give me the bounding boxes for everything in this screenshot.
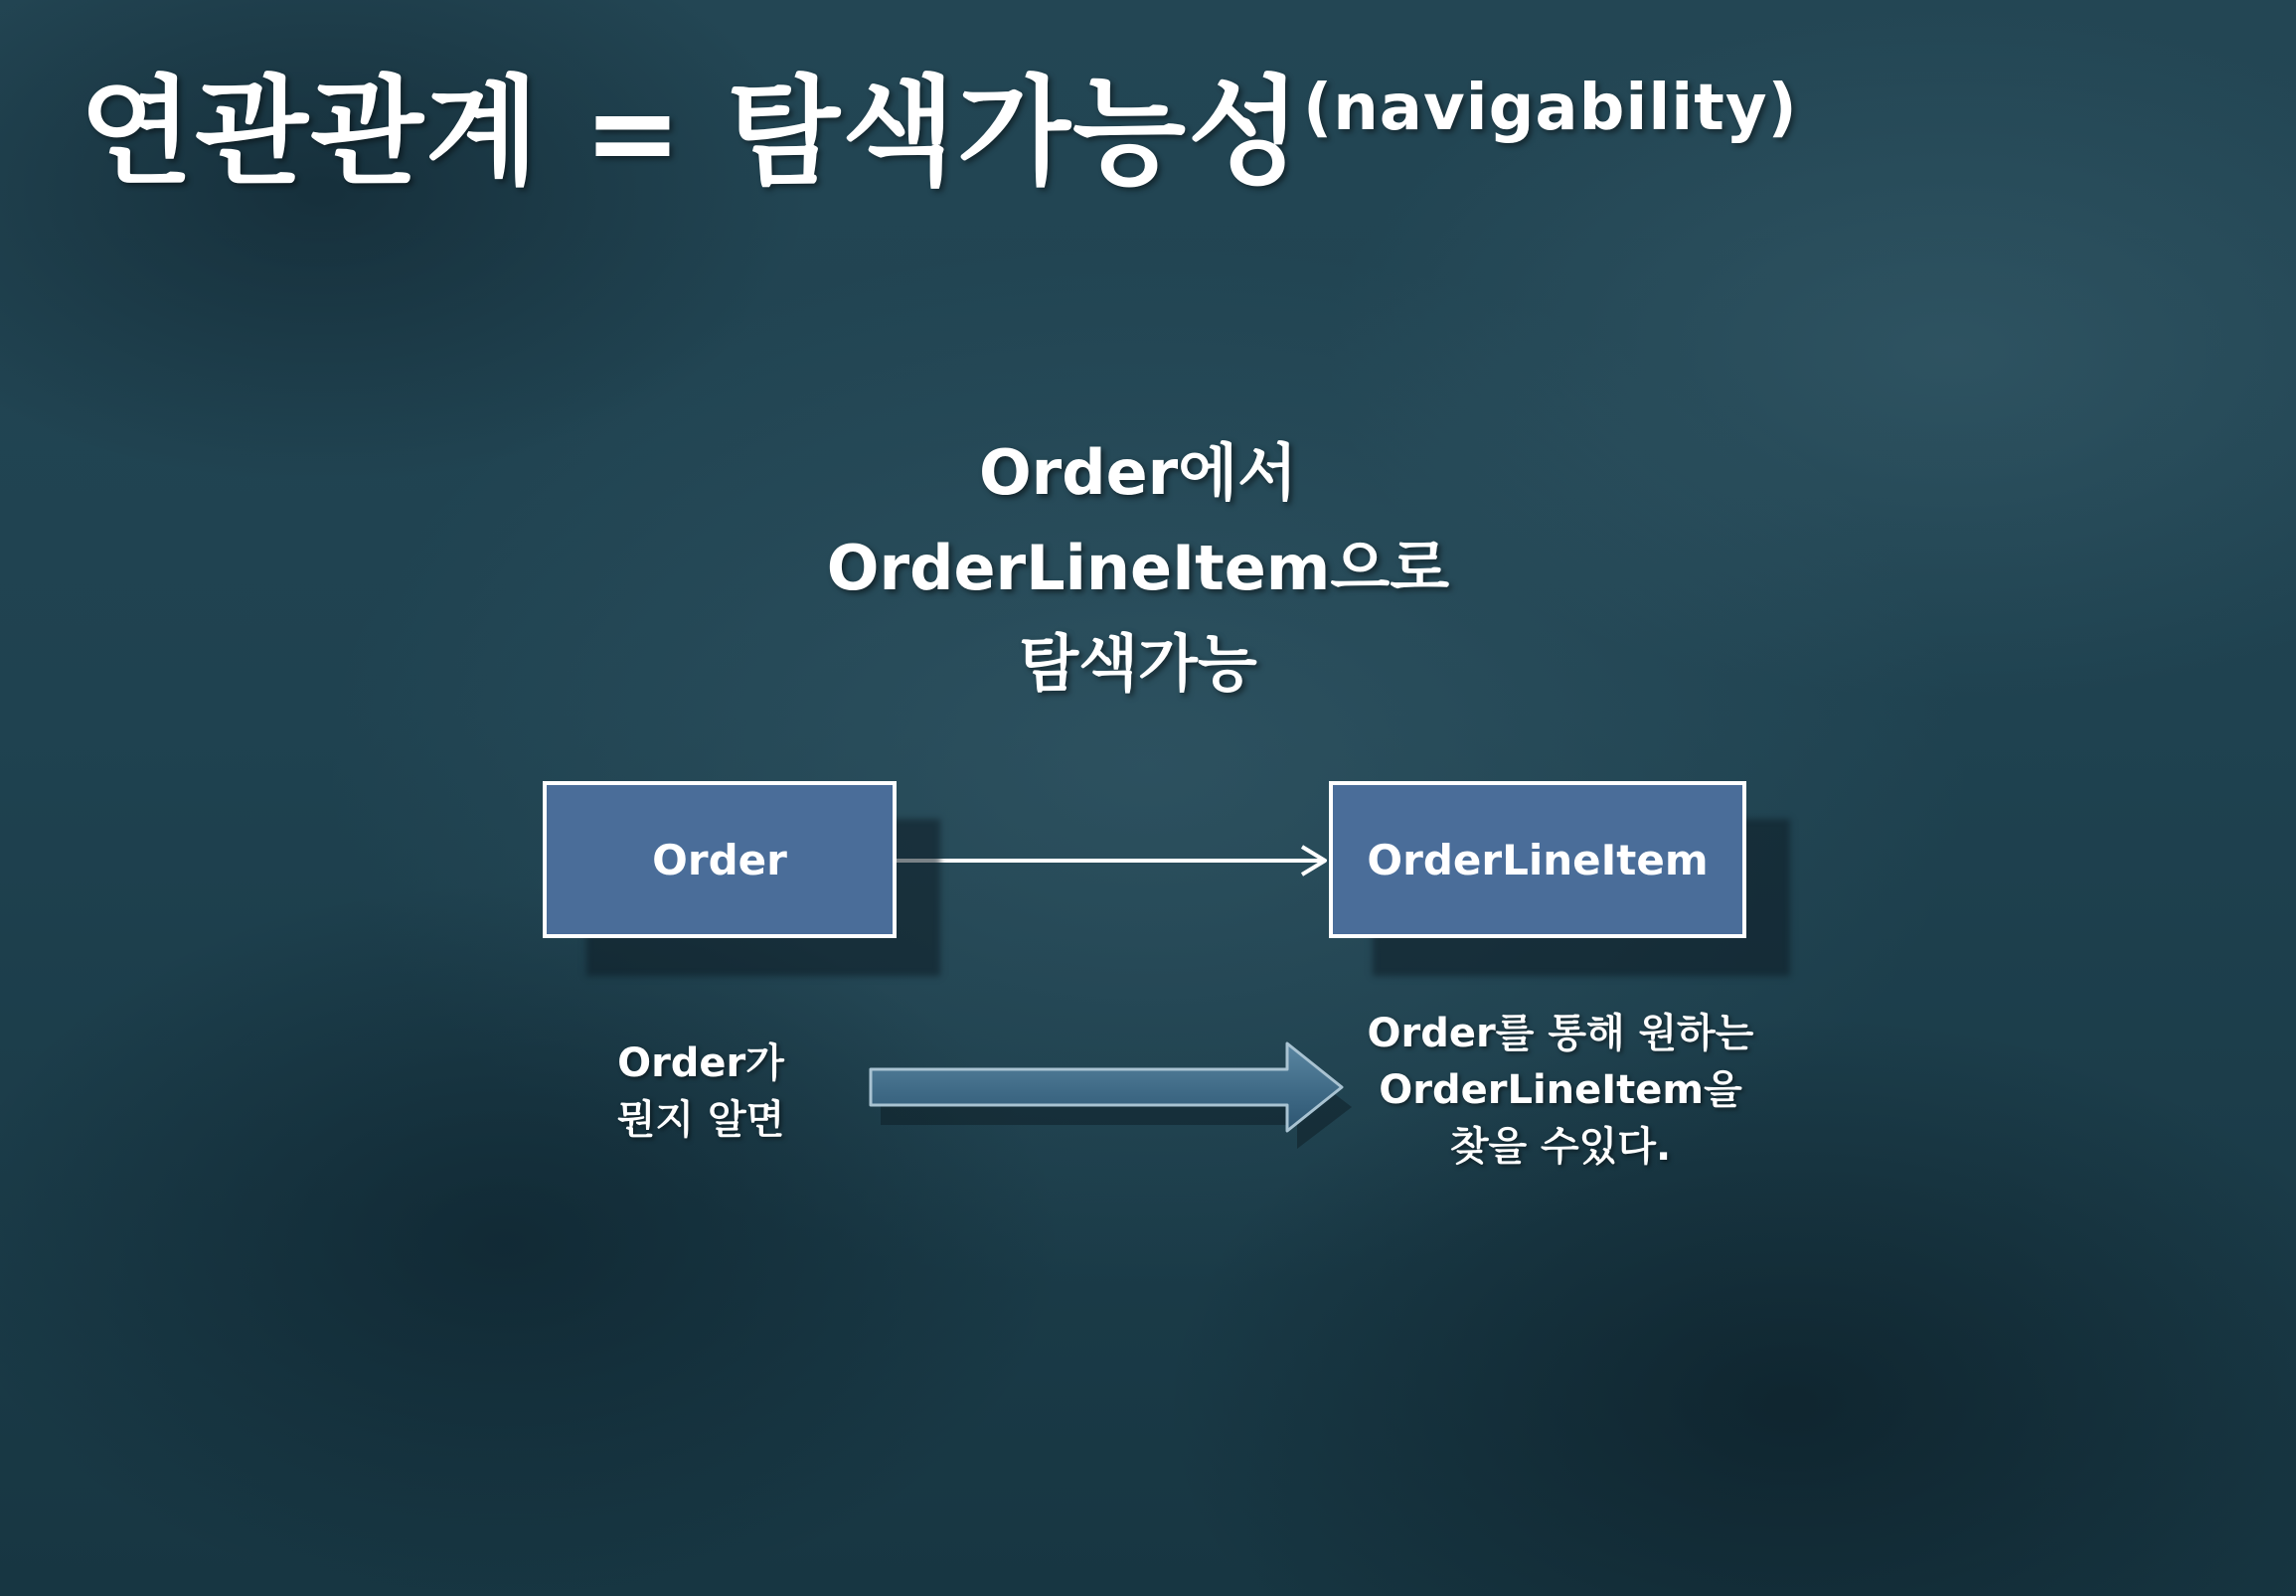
note-right-line-2: OrderLineItem을 [1379, 1067, 1742, 1113]
title-navigability: (navigability) [1302, 72, 1798, 145]
heading-line-1: Order에서 [978, 436, 1298, 509]
order-box [543, 781, 897, 938]
heading-line-2: OrderLineItem으로 [826, 532, 1450, 604]
note-right [1322, 1006, 1799, 1176]
note-right-line-3: 찾을 수있다. [1449, 1124, 1672, 1170]
association-arrow [897, 847, 1325, 875]
navigation-block-arrow [871, 1043, 1352, 1149]
note-left-line-1: Order가 [617, 1040, 784, 1086]
title-main: 연관관계 = 탐색가능성 [80, 64, 1303, 201]
note-left [557, 1036, 845, 1149]
note-right-line-1: Order를 통해 원하는 [1367, 1011, 1754, 1056]
note-left-line-2: 뭔지 알면 [616, 1097, 785, 1143]
order-line-item-box [1329, 781, 1746, 938]
order-line-item-box-label: OrderLineItem [1367, 835, 1709, 884]
order-box-label: Order [652, 835, 787, 884]
heading-line-3: 탐색가능 [1019, 627, 1257, 700]
